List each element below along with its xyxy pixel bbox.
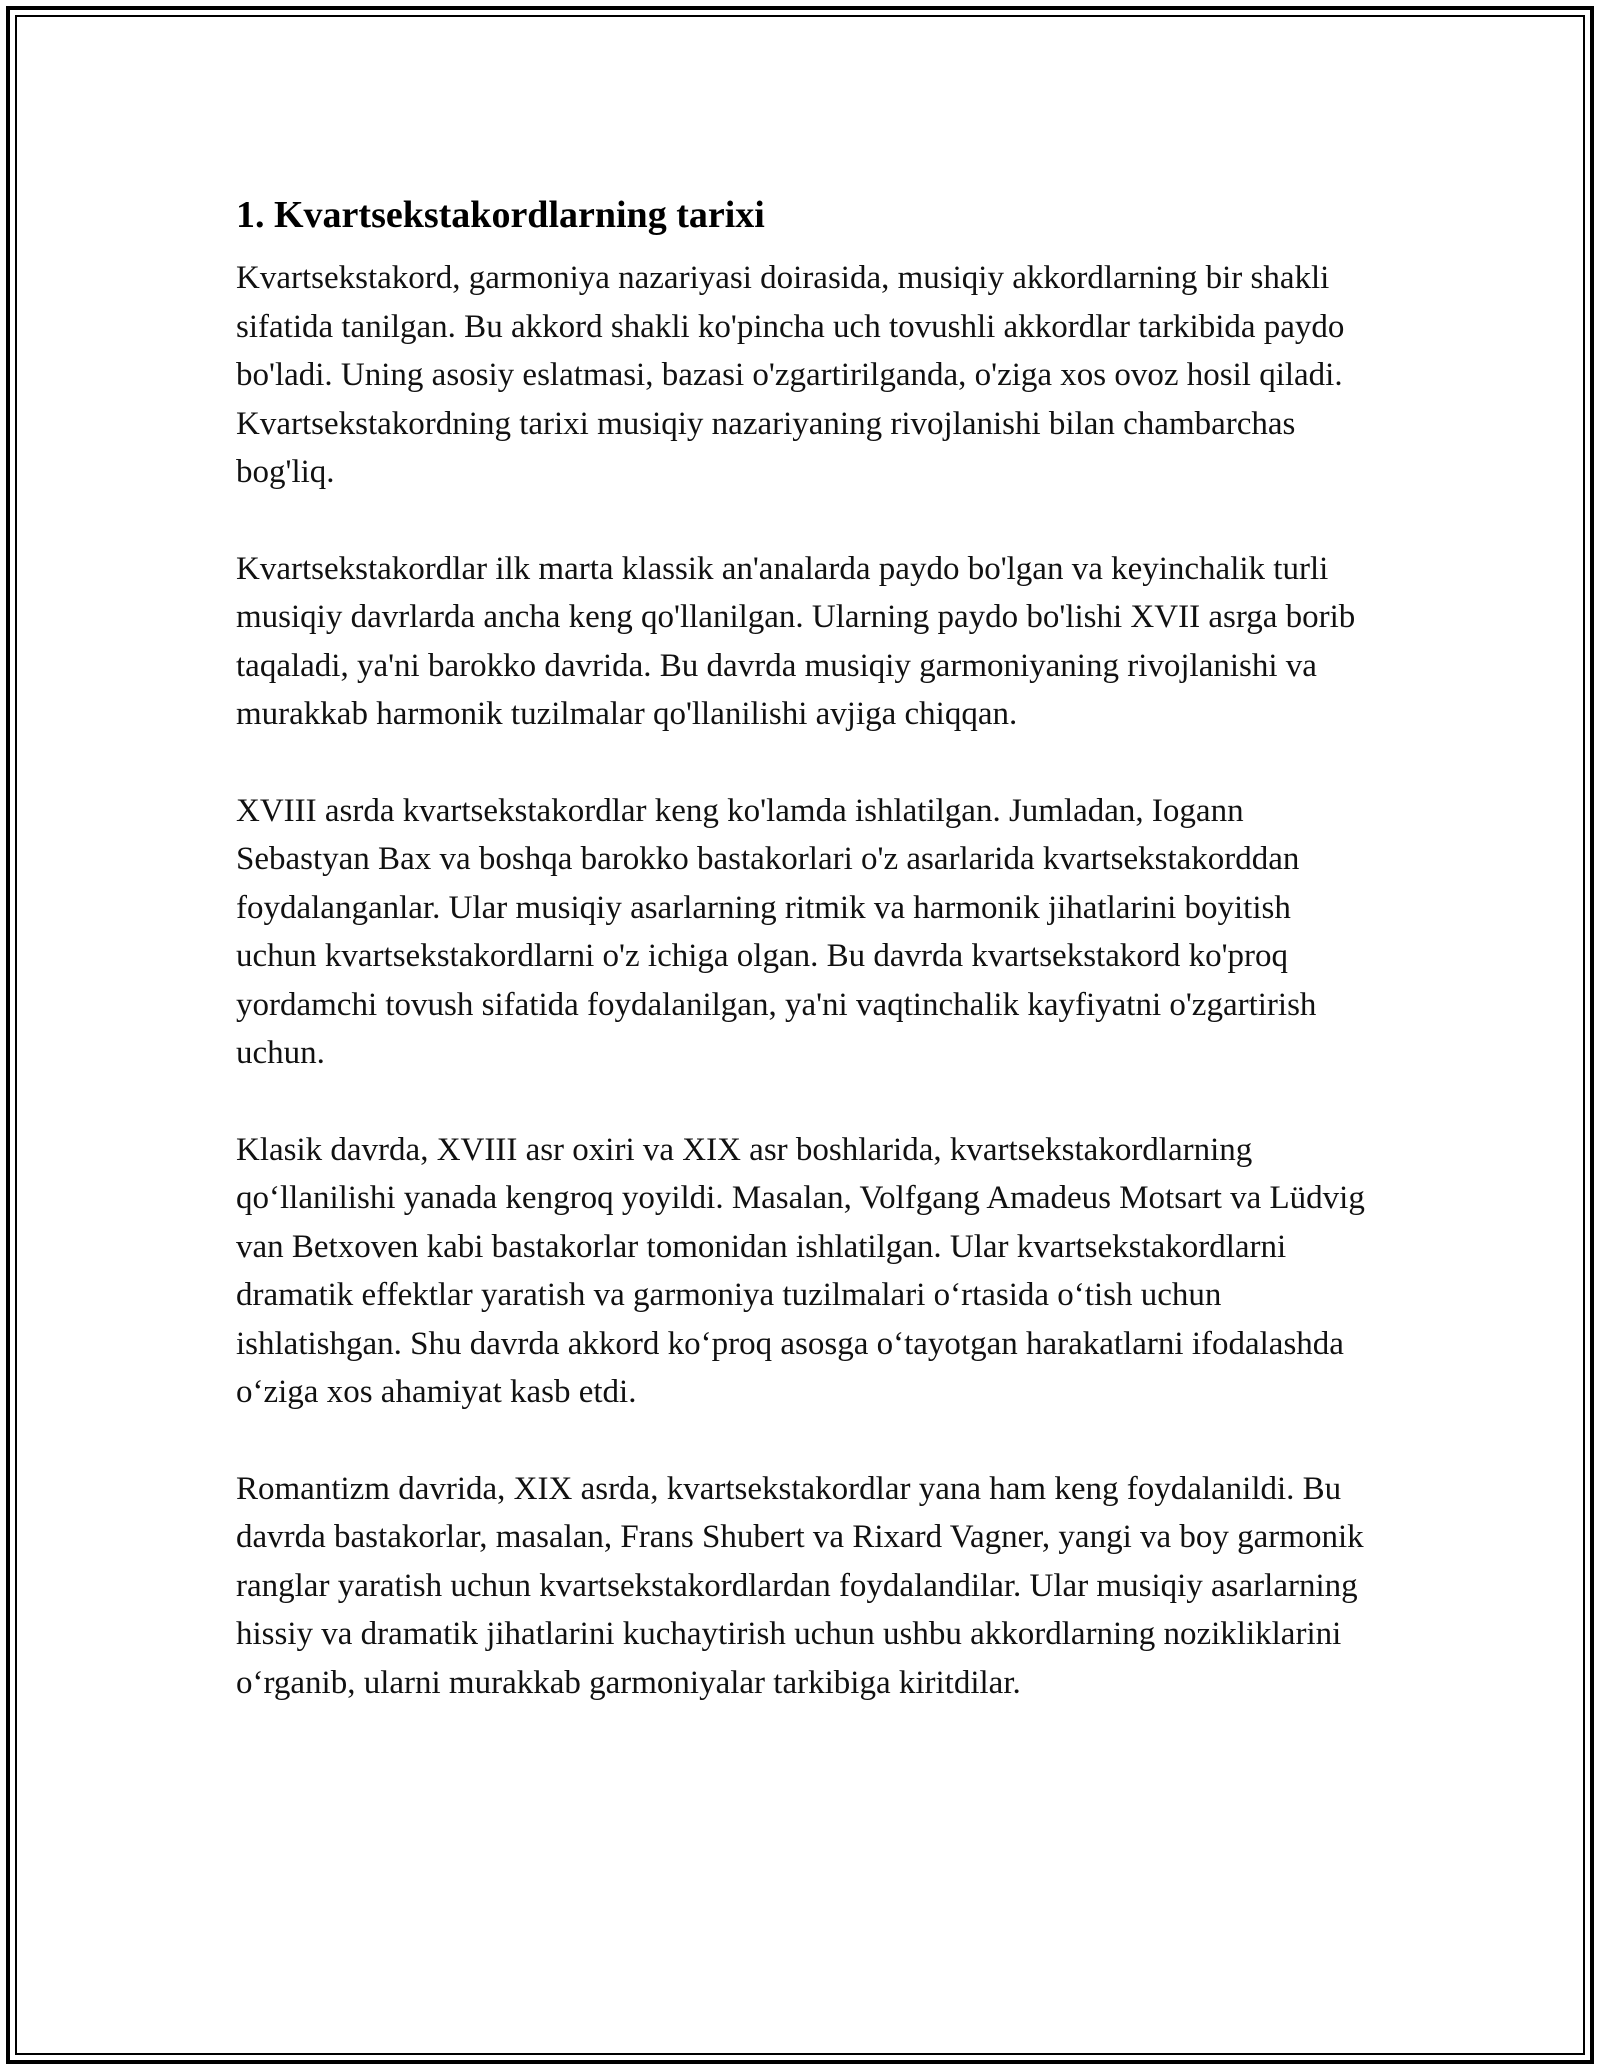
paragraph-5: Romantizm davrida, XIX asrda, kvartsekstakordlar yana ham keng foydalanildi. Bu davrda bastakorlar, masalan, Frans Shubert va Rixard Vagner, yangi va boy garmonik ranglar yaratish uchun kvartsekstakordlardan foydalandilar. Ular musiqiy asarlarning hissiy va dramatik jihatlarini kuchaytirish uchun ushbu akkordlarning nozikliklarini o‘rganib, ularni murakkab garmoniyalar tarkibiga kiritdilar.: [236, 1470, 1364, 1701]
paragraph-4: Klasik davrda, XVIII asr oxiri va XIX asr boshlarida, kvartsekstakordlarning qo‘llanilishi yanada kengroq yoyildi. Masalan, Volfgang Amadeus Motsart va Lüdvig van Betxoven kabi bastakorlar tomonidan ishlatilgan. Ular kvartsekstakordlarni dramatik effektlar yaratish va garmoniya tuzilmalari o‘rtasida o‘tish uchun ishlatishgan. Shu davrda akkord ko‘proq asosga o‘tayotgan harakatlarni ifodalashda o‘ziga xos ahamiyat kasb etdi.: [236, 1131, 1365, 1410]
paragraph-1: Kvartsekstakord, garmoniya nazariyasi doirasida, musiqiy akkordlarning bir shakli sifatida tanilgan. Bu akkord shakli ko'pincha uch tovushli akkordlar tarkibida paydo bo'ladi. Uning asosiy eslatmasi, bazasi o'zgartirilganda, o'ziga xos ovoz hosil qiladi. Kvartsekstakordning tarixi musiqiy nazariyaning rivojlanishi bilan chambarchas bog'liq.: [236, 260, 1345, 490]
document-body: [236, 188, 1376, 1755]
paragraph-2: Kvartsekstakordlar ilk marta klassik an'analarda paydo bo'lgan va keyinchalik turli musiqiy davrlarda ancha keng qo'llanilgan. Ularning paydo bo'lishi XVII asrga borib taqaladi, ya'ni barokko davrida. Bu davrda musiqiy garmoniyaning rivojlanishi va murakkab harmonik tuzilmalar qo'llanilishi avjiga chiqqan.: [236, 550, 1356, 732]
section-heading: 1. Kvartsekstakordlarning tarixi: [236, 194, 765, 236]
paragraph-3: XVIII asrda kvartsekstakordlar keng ko'lamda ishlatilgan. Jumladan, Iogann Sebastyan Bax va boshqa barokko bastakorlari o'z asarlarida kvartsekstakorddan foydalanganlar. Ular musiqiy asarlarning ritmik va harmonik jihatlarini boyitish uchun kvartsekstakordlarni o'z ichiga olgan. Bu davrda kvartsekstakord ko'proq yordamchi tovush sifatida foydalanilgan, ya'ni vaqtinchalik kayfiyatni o'zgartirish uchun.: [236, 792, 1317, 1071]
